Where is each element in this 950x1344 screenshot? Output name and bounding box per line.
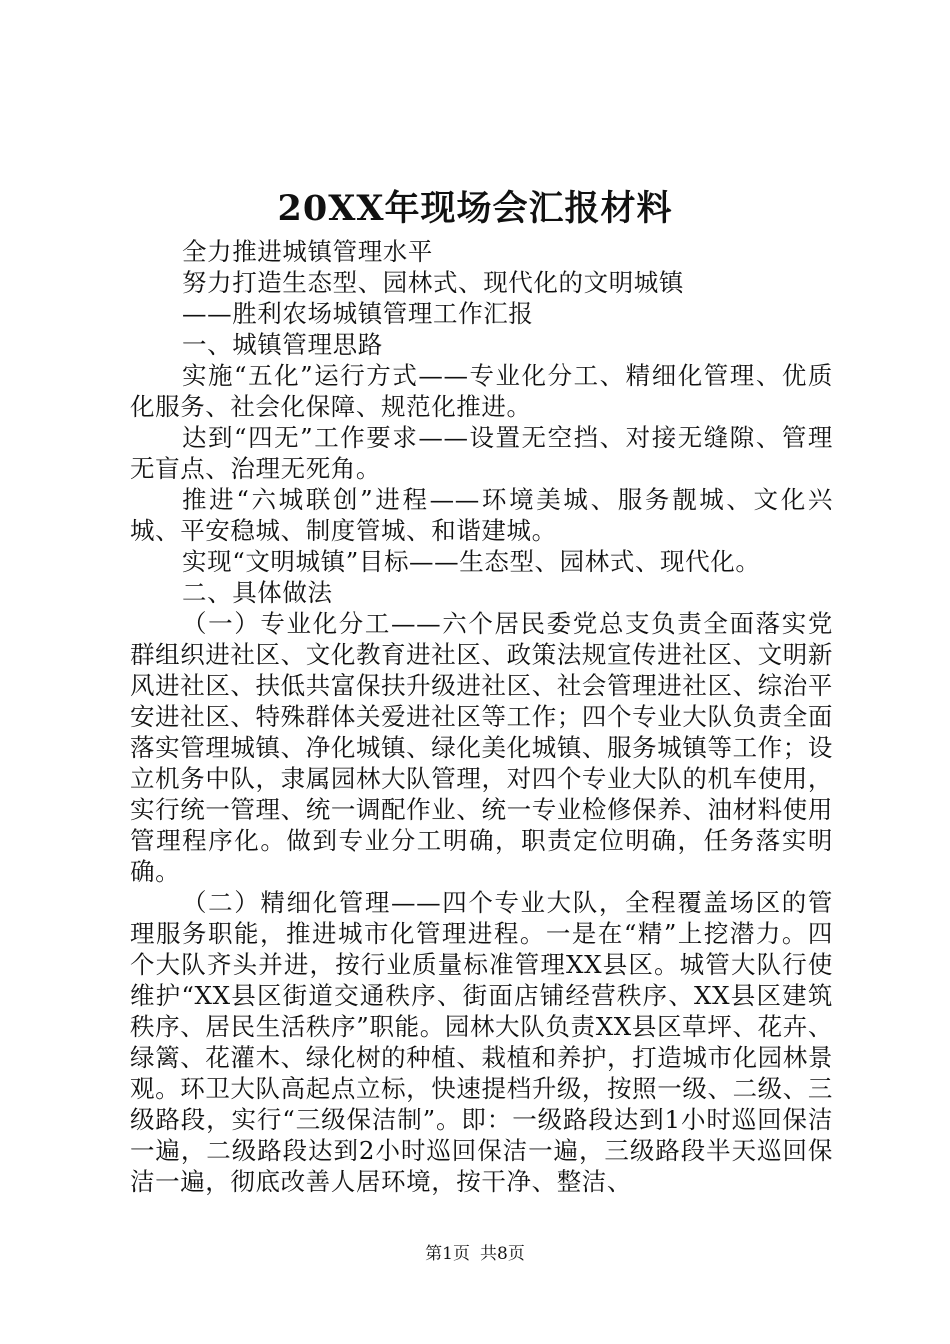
section-heading-2: 二、具体做法 [182, 578, 333, 607]
paragraph: 实施“五化”运行方式——专业化分工、精细化管理、优质化服务、社会化保障、规范化推进。 [130, 361, 833, 421]
page-total: 共8页 [480, 1244, 525, 1264]
paragraph: 达到“四无”工作要求——设置无空挡、对接无缝隙、管理无盲点、治理无死角。 [130, 423, 833, 483]
page-number: 第1页 [425, 1244, 470, 1264]
paragraph: 实现“文明城镇”目标——生态型、园林式、现代化。 [182, 547, 761, 576]
subtitle-line-2: 努力打造生态型、园林式、现代化的文明城镇 [182, 268, 684, 297]
document-body [130, 236, 833, 1197]
paragraph: 推进“六城联创”进程——环境美城、服务靓城、文化兴城、平安稳城、制度管城、和谐建城。 [130, 485, 833, 545]
subtitle-line-3: ——胜利农场城镇管理工作汇报 [182, 299, 534, 328]
section-heading-1: 一、城镇管理思路 [182, 330, 383, 359]
paragraph: （二）精细化管理——四个专业大队，全程覆盖场区的管理服务职能，推进城市化管理进程。一是在“精”上挖潜力。四个大队齐头并进，按行业质量标准管理XX县区。城管大队行使维护“XX县区街道交通秩序、街面店铺经营秩序、XX县区建筑秩序、居民生活秩序”职能。园林大队负责XX县区草坪、花卉、绿篱、花灌木、绿化树的种植、栽植和养护，打造城市化园林景观。环卫大队高起点立标，快速提档升级，按照一级、二级、三级路段，实行“三级保洁制”。即：一级路段达到1小时巡回保洁一遍，二级路段达到2小时巡回保洁一遍，三级路段半天巡回保洁一遍，彻底改善人居环境，按干净、整洁、 [130, 888, 833, 1196]
paragraph: （一）专业化分工——六个居民委党总支负责全面落实党群组织进社区、文化教育进社区、政策法规宣传进社区、文明新风进社区、扶低共富保扶升级进社区、社会管理进社区、综治平安进社区、特殊群体关爱进社区等工作；四个专业大队负责全面落实管理城镇、净化城镇、绿化美化城镇、服务城镇等工作；设立机务中队，隶属园林大队管理，对四个专业大队的机车使用，实行统一管理、统一调配作业、统一专业检修保养、油材料使用管理程序化。做到专业分工明确，职责定位明确，任务落实明确。 [130, 609, 833, 886]
subtitle-line-1: 全力推进城镇管理水平 [182, 237, 433, 266]
document-title: 20XX年现场会汇报材料 [277, 188, 673, 229]
page-footer [0, 1243, 950, 1265]
